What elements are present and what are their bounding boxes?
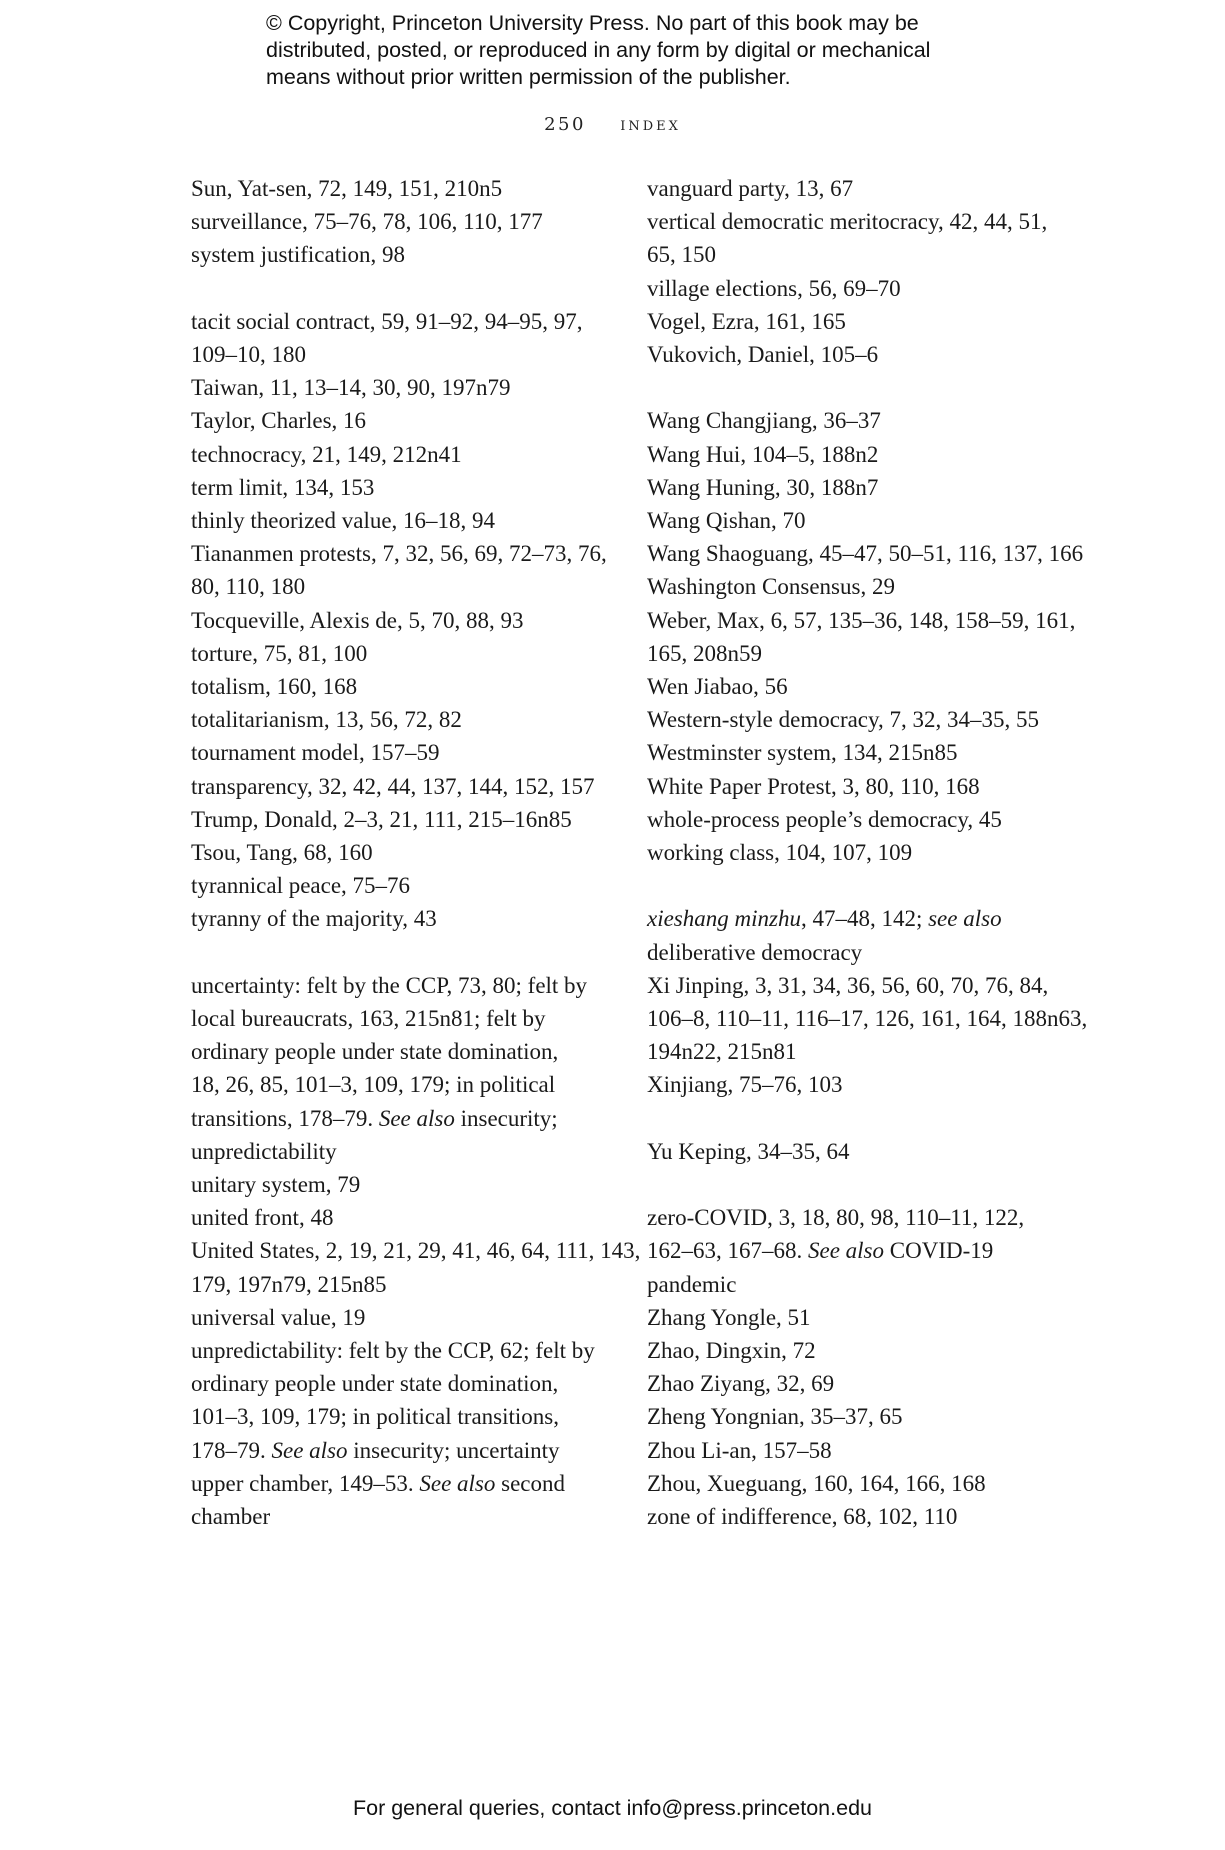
index-entry [647,305,1077,338]
index-entry [647,703,1077,736]
index-entry [647,1301,1077,1334]
letter-group-spacer [647,869,1077,902]
index-entry-line: united front, 48 [191,1205,334,1231]
index-entry [191,736,611,769]
index-entry-line: transparency, 32, 42, 44, 137, 144, 152, 157 [191,773,595,799]
index-entry-line: tyrannical peace, 75–76 [191,873,411,899]
footer-contact: For general queries, contact info@press.princeton.edu [352,1796,872,1820]
index-entry [647,570,1077,603]
index-entry-line: tournament model, 157–59 [191,740,440,766]
index-entry-line: 65, 150 [647,242,716,268]
index-entry-line: Wen Jiabao, 56 [647,674,788,700]
index-entry-line: Xinjiang, 75–76, 103 [647,1072,843,1098]
index-entry-line: Tiananmen protests, 7, 32, 56, 69, 72–73, 76, [191,541,607,567]
index-entry-line: tacit social contract, 59, 91–92, 94–95, 97, [191,308,583,334]
index-entry [191,637,611,670]
index-entry [191,404,611,437]
index-entry-line: 194n22, 215n81 [647,1039,797,1065]
index-entry-line: Zhou Li-an, 157–58 [647,1437,832,1463]
index-entry [191,670,611,703]
index-entry-line: Washington Consensus, 29 [647,574,895,600]
index-entry-line: tyranny of the majority, 43 [191,906,437,932]
copyright-line: distributed, posted, or reproduced in any form by digital or mechanical [266,38,931,62]
index-entry [191,205,611,238]
index-entry-line: Vukovich, Daniel, 105–6 [647,342,879,368]
index-entry [191,803,611,836]
section-title: index [620,114,681,135]
index-entry-line: village elections, 56, 69–70 [647,275,901,301]
index-entry [647,504,1077,537]
index-entry [191,1168,611,1201]
index-entry [647,736,1077,769]
index-entry [647,1500,1077,1533]
index-entry-line: 101–3, 109, 179; in political transitions, [191,1404,559,1430]
letter-group-spacer [647,371,1077,404]
index-entry-line: vanguard party, 13, 67 [647,176,854,201]
index-entry [647,1068,1077,1101]
index-entry-line: Wang Shaoguang, 45–47, 50–51, 116, 137, 166 [647,541,1084,567]
index-entry-line: Wang Hui, 104–5, 188n2 [647,441,879,467]
index-entry-line: Vogel, Ezra, 161, 165 [647,308,846,334]
index-entry-line: Zhao, Dingxin, 72 [647,1338,816,1364]
index-entry-line: deliberative democracy [647,939,863,965]
index-entry [647,604,1077,670]
letter-group-spacer [647,1168,1077,1201]
index-entry-line: 109–10, 180 [191,342,306,367]
index-entry-line: system justification, 98 [191,242,406,268]
index-entry-line: upper chamber, 149–53. See also second [191,1470,566,1496]
copyright-line: © Copyright, Princeton University Press. No part of this book may be [266,11,919,35]
index-entry [191,371,611,404]
index-entry [191,1201,611,1234]
index-entry-line: 178–79. See also insecurity; uncertainty [191,1437,560,1463]
index-entry-line: surveillance, 75–76, 78, 106, 110, 177 [191,209,543,235]
index-entry [191,1301,611,1334]
index-entry-line: transitions, 178–79. See also insecurity; [191,1105,558,1131]
letter-group-spacer [191,936,611,969]
index-entry [647,338,1077,371]
index-entry-line: unitary system, 79 [191,1172,361,1198]
index-entry [191,604,611,637]
index-entry-line: Wang Changjiang, 36–37 [647,408,881,434]
index-entry-line: Trump, Donald, 2–3, 21, 111, 215–16n85 [191,806,572,832]
index-entry-line: Wang Huning, 30, 188n7 [647,474,879,500]
index-entry [191,1467,611,1533]
index-entry [647,1135,1077,1168]
index-entry [647,670,1077,703]
index-entry-line: local bureaucrats, 163, 215n81; felt by [191,1006,546,1032]
index-entry [191,438,611,471]
index-entry-line: universal value, 19 [191,1304,366,1330]
index-entry-line: White Paper Protest, 3, 80, 110, 168 [647,773,980,799]
index-entry-line: Tsou, Tang, 68, 160 [191,840,373,866]
index-entry [647,537,1084,570]
index-entry-line: 80, 110, 180 [191,574,306,600]
index-entry-line: Zhao Ziyang, 32, 69 [647,1371,835,1397]
index-entry-line: 165, 208n59 [647,640,762,666]
index-entry [647,1467,1077,1500]
index-entry [647,404,1077,437]
index-entry-line: Tocqueville, Alexis de, 5, 70, 88, 93 [191,607,524,633]
index-entry [191,836,611,869]
index-entry-line: zone of indifference, 68, 102, 110 [647,1504,958,1530]
index-entry [191,305,611,371]
index-entry [191,238,611,271]
index-entry [647,471,1077,504]
index-entry [191,504,611,537]
index-entry-line: 106–8, 110–11, 116–17, 126, 161, 164, 188n63, [647,1006,1088,1032]
index-entry [647,836,1077,869]
index-entry-line: vertical democratic meritocracy, 42, 44, 51, [647,209,1048,235]
index-entry-line: 18, 26, 85, 101–3, 109, 179; in political [191,1072,556,1098]
index-entry-line: Sun, Yat-sen, 72, 149, 151, 210n5 [191,176,503,201]
index-entry-line: thinly theorized value, 16–18, 94 [191,508,496,534]
index-entry [191,969,611,1168]
index-entry-line: Wang Qishan, 70 [647,508,806,534]
index-entry-line: unpredictability: felt by the CCP, 62; felt by [191,1338,595,1364]
index-entry-line: term limit, 134, 153 [191,474,375,500]
index-entry [191,471,611,504]
index-entry [647,1400,1077,1433]
index-entry-line: Yu Keping, 34–35, 64 [647,1138,850,1164]
index-entry [647,969,1088,1069]
index-entry-line: unpredictability [191,1138,337,1164]
index-entry-line: technocracy, 21, 149, 212n41 [191,441,462,467]
index-entry-line: pandemic [647,1271,737,1297]
index-entry-line: whole-process people’s democracy, 45 [647,806,1002,832]
index-entry-line: Taylor, Charles, 16 [191,408,367,434]
index-entry [647,205,1077,271]
index-entry [191,902,611,935]
index-entry [647,438,1077,471]
index-entry [191,1234,641,1300]
index-entry-line: ordinary people under state domination, [191,1039,559,1065]
index-entry-line: United States, 2, 19, 21, 29, 41, 46, 64, 111, 143, [191,1238,641,1264]
index-entry-line: Taiwan, 11, 13–14, 30, 90, 197n79 [191,375,511,401]
index-entry-line: Westminster system, 134, 215n85 [647,740,958,766]
index-entry [191,537,611,603]
index-entry [647,1434,1077,1467]
index-entry-line: uncertainty: felt by the CCP, 73, 80; felt by [191,972,588,998]
index-entry [647,1334,1077,1367]
copyright-line: means without prior written permission of the publisher. [266,65,791,89]
index-column-left [191,172,641,1533]
index-entry [647,272,1077,305]
letter-group-spacer [191,272,611,305]
index-entry [647,902,1077,968]
index-entry-line: torture, 75, 81, 100 [191,640,368,666]
index-entry-line: xieshang minzhu, 47–48, 142; see also [647,906,1002,932]
index-entry-line: Zhou, Xueguang, 160, 164, 166, 168 [647,1470,986,1496]
index-entry-line: 162–63, 167–68. See also COVID-19 [647,1238,994,1264]
index-entry [647,172,1077,205]
index-entry-line: Zheng Yongnian, 35–37, 65 [647,1404,903,1430]
index-entry-line: Weber, Max, 6, 57, 135–36, 148, 158–59, 161, [647,607,1076,633]
index-entry [647,803,1077,836]
index-entry-line: totalism, 160, 168 [191,674,358,700]
running-head [0,114,1225,135]
index-entry-line: chamber [191,1504,271,1530]
index-entry-line: Western-style democracy, 7, 32, 34–35, 55 [647,707,1040,733]
index-column-right [647,172,1088,1533]
index-entry [191,770,611,803]
index-entry [647,1201,1077,1301]
index-entry [647,770,1077,803]
index-entry-line: 179, 197n79, 215n85 [191,1271,387,1297]
index-entry-line: Xi Jinping, 3, 31, 34, 36, 56, 60, 70, 76, 84, [647,972,1049,998]
index-entry [191,703,611,736]
page-number: 250 [544,114,586,135]
index-entry-line: working class, 104, 107, 109 [647,840,913,866]
index-entry-line: zero-COVID, 3, 18, 80, 98, 110–11, 122, [647,1205,1025,1231]
index-entry [191,172,611,205]
index-entry [191,1334,611,1467]
index-entry [191,869,611,902]
index-entry-line: totalitarianism, 13, 56, 72, 82 [191,707,462,733]
index-entry-line: ordinary people under state domination, [191,1371,559,1397]
letter-group-spacer [647,1102,1077,1135]
copyright-notice [266,10,1026,91]
index-entry-line: Zhang Yongle, 51 [647,1304,811,1330]
index-entry [647,1367,1077,1400]
